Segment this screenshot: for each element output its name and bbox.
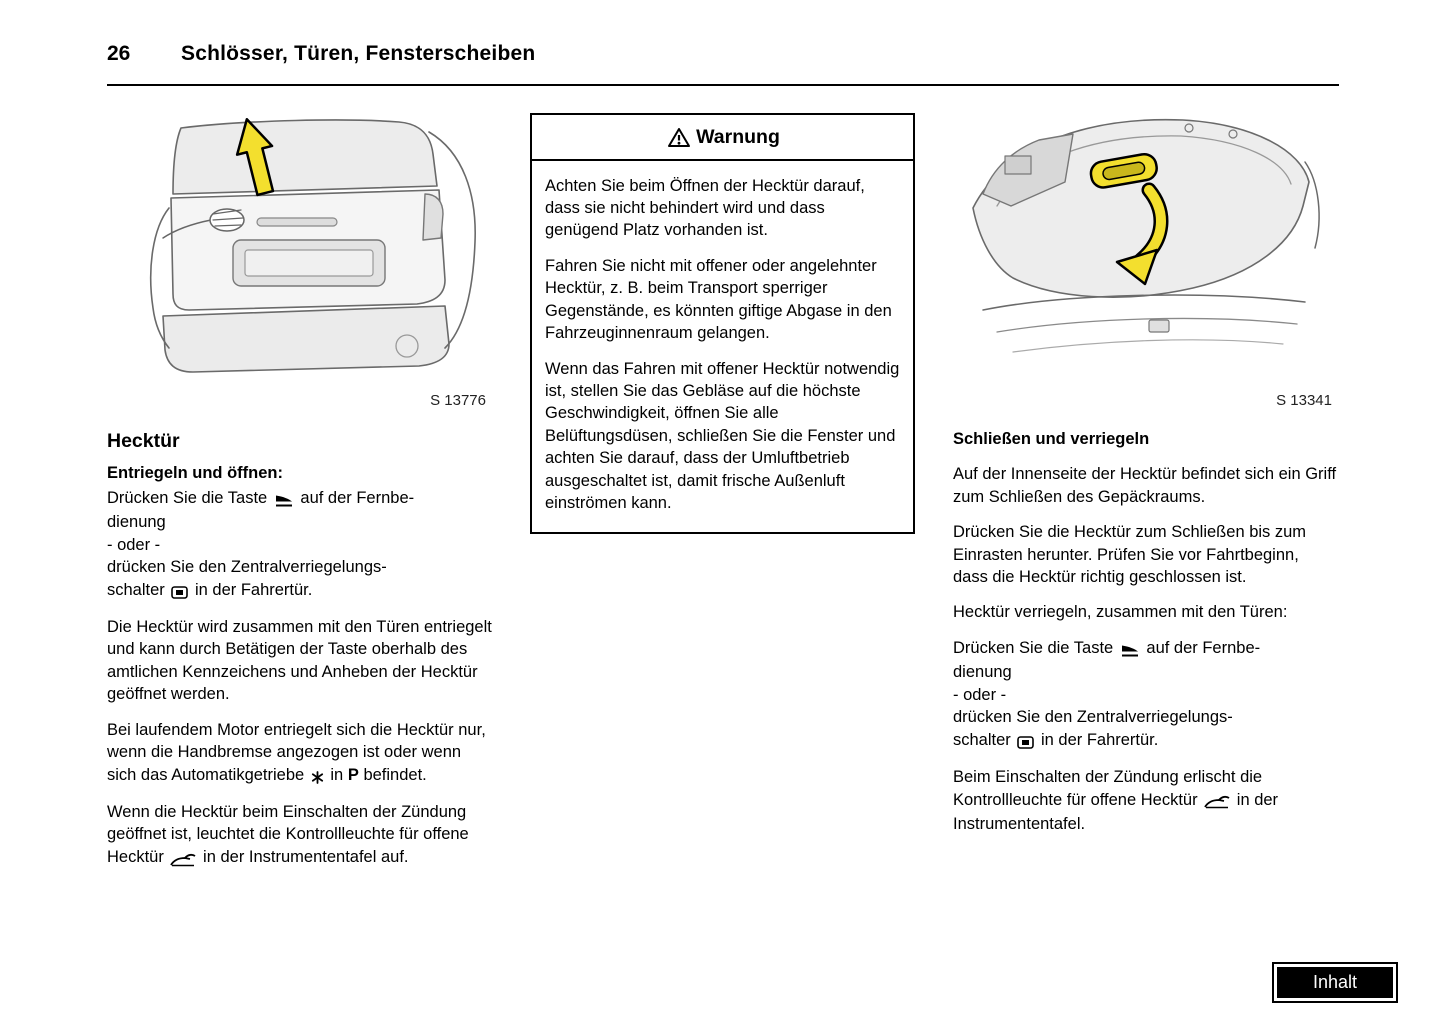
- warning-title-text: Warnung: [696, 126, 780, 148]
- unlock-instructions: Drücken Sie die Taste auf der Fernbe- dienung - oder - drücken Sie den Zentralverriegelungs- schalter in der Fahrertür.: [107, 487, 492, 603]
- paragraph-lock-with-doors: Hecktür verriegeln, zusammen mit den Türen:: [953, 603, 1288, 622]
- page-number: 26: [107, 42, 131, 65]
- warning-triangle-icon: [667, 124, 691, 151]
- paragraph-lamp-off: Beim Einschalten der Zündung erlischt die Kontrollleuchte für offene Hecktür in der Instrumententafel.: [953, 768, 1279, 833]
- figure-caption: S 13776: [430, 392, 486, 410]
- automatic-transmission-symbol-icon: [311, 766, 324, 788]
- inhalt-button[interactable]: Inhalt: [1277, 967, 1393, 998]
- warning-paragraph: Fahren Sie nicht mit offener oder angelehnter Hecktür, z. B. beim Transport sperriger Gegenstände, es könnten giftige Abgase in den Fahrzeuginnenraum gelangen.: [545, 256, 892, 343]
- tailgate-remote-button-icon: [274, 489, 294, 511]
- paragraph-inner-handle: Auf der Innenseite der Hecktür befindet sich ein Griff zum Schließen des Gepäckraums.: [953, 465, 1337, 506]
- tailgate-remote-button-icon: [1120, 639, 1140, 661]
- warning-body: [532, 161, 913, 532]
- paragraph-engine-running: Bei laufendem Motor entriegelt sich die Hecktür nur, wenn die Handbremse angezogen ist oder wenn sich das Automatikgetriebe in P befindet.: [107, 719, 492, 788]
- chapter-title: Schlösser, Türen, Fensterscheiben: [181, 42, 536, 65]
- figure-caption: S 13341: [1276, 392, 1332, 410]
- paragraph-unlock-with-doors: Die Hecktür wird zusammen mit den Türen entriegelt und kann durch Betätigen der Taste oberhalb des amtlichen Kennzeichens und Anheben der Hecktür geöffnet werden.: [107, 617, 492, 704]
- warning-title: [532, 115, 913, 161]
- column-right: [953, 98, 1338, 848]
- subheading-schliessen: Schließen und verriegeln: [953, 429, 1150, 448]
- central-locking-switch-icon: [1017, 731, 1034, 753]
- warning-paragraph: Achten Sie beim Öffnen der Hecktür darauf, dass sie nicht behindert wird und dass genügend Platz vorhanden ist.: [545, 176, 865, 240]
- column-left: [107, 98, 492, 883]
- warning-paragraph: Wenn das Fahren mit offener Hecktür notwendig ist, stellen Sie das Gebläse auf die höchste Geschwindigkeit, öffnen Sie alle Belüftungsdüsen, schließen Sie die Fenster und achten Sie darauf, dass der Umluftbetrieb ausgeschaltet ist, damit frische Außenluft einströmen kann.: [545, 359, 900, 513]
- inhalt-button-frame: [1272, 962, 1398, 1003]
- column-middle: [530, 113, 915, 534]
- open-tailgate-indicator-icon: [170, 848, 196, 870]
- tailgate-exterior-illustration: [107, 98, 490, 383]
- warning-box: [530, 113, 915, 534]
- section-heading-hecktuer: Hecktür: [107, 429, 180, 452]
- gear-position-p: P: [347, 765, 359, 784]
- open-tailgate-indicator-icon: [1204, 791, 1230, 813]
- lock-instructions: Drücken Sie die Taste auf der Fernbe- dienung - oder - drücken Sie den Zentralverriegelungs- schalter in der Fahrertür.: [953, 637, 1338, 753]
- subheading-entriegeln: Entriegeln und öffnen:: [107, 464, 283, 483]
- tailgate-interior-figure: [953, 98, 1338, 412]
- tailgate-exterior-figure: [107, 98, 492, 412]
- paragraph-indicator-lamp: Wenn die Hecktür beim Einschalten der Zündung geöffnet ist, leuchtet die Kontrollleuchte für offene Hecktür in der Instrumententafel auf.: [107, 801, 492, 870]
- tailgate-interior-illustration: [953, 98, 1336, 383]
- paragraph-press-close: Drücken Sie die Hecktür zum Schließen bis zum Einrasten herunter. Prüfen Sie vor Fahrtbeginn, dass die Hecktür richtig geschlossen ist.: [953, 523, 1307, 587]
- header-rule: [107, 84, 1339, 86]
- central-locking-switch-icon: [171, 581, 188, 603]
